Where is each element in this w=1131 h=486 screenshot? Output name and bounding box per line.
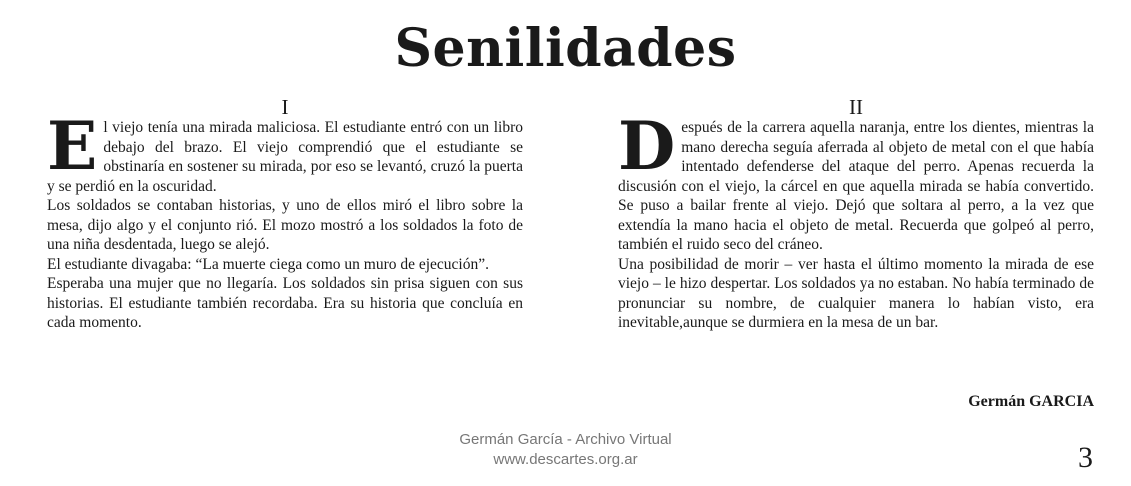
paragraph: Una posibilidad de morir – ver hasta el último momento la mirada de ese viejo – le hizo despertar. Los soldados ya no estaban. No había terminado de pronunciar su nombre, de cualquier manera lo habían visto, era inevitable,aunque se durmiera en la mesa de un bar. xyxy=(618,255,1094,331)
paragraph: El estudiante divagaba: “La muerte ciega como un muro de ejecución”. xyxy=(47,255,489,273)
author-signature: Germán GARCIA xyxy=(968,393,1094,410)
drop-cap: D xyxy=(618,107,676,185)
page-number: 3 xyxy=(1078,441,1093,474)
paragraph-text: l viejo tenía una mirada maliciosa. El estudiante entró con un libro debajo del brazo. El viejo comprendió que el estudiante se obstinaría en sostener su mirada, por eso se levantó, cruzó la puerta y se perdió en la oscuridad. xyxy=(47,119,523,195)
section-text xyxy=(47,107,523,333)
drop-cap: E xyxy=(47,107,98,185)
section-numeral: II xyxy=(849,95,863,119)
footer-website-link[interactable]: www.descartes.org.ar xyxy=(493,451,638,468)
footer xyxy=(0,430,1131,470)
paragraph xyxy=(47,107,523,196)
paragraph: Esperaba una mujer que no llegaría. Los soldados sin prisa siguen con sus historias. El estudiante también recordaba. Era su historia que concluía en cada momento. xyxy=(47,275,523,331)
section-i xyxy=(47,96,523,333)
paragraph: Los soldados se contaban historias, y uno de ellos miró el libro sobre la mesa, dijo algo y el conjunto rió. El mozo mostró a los soldados la foto de una niña desdentada, luego se alejó. xyxy=(47,197,523,253)
section-numeral: I xyxy=(281,95,289,119)
footer-archive-label: Germán García - Archivo Virtual xyxy=(459,431,672,448)
page-title: Senilidades xyxy=(394,18,737,79)
paragraph-text: espués de la carrera aquella naranja, entre los dientes, mientras la mano derecha seguía aferrada al objeto de metal con el que había intentado defenderse del ataque del perro. Apenas recuerda la discusión con el viejo, la cárcel en que aquella mirada se había convertido. Se puso a bailar frente al viejo. Dejó que soltara al perro, a la vez que extendía la mano hacia el objeto de metal. Recuerda que golpeó al perro, también el ruido seco del cráneo. xyxy=(618,119,1094,253)
section-ii xyxy=(618,96,1094,333)
